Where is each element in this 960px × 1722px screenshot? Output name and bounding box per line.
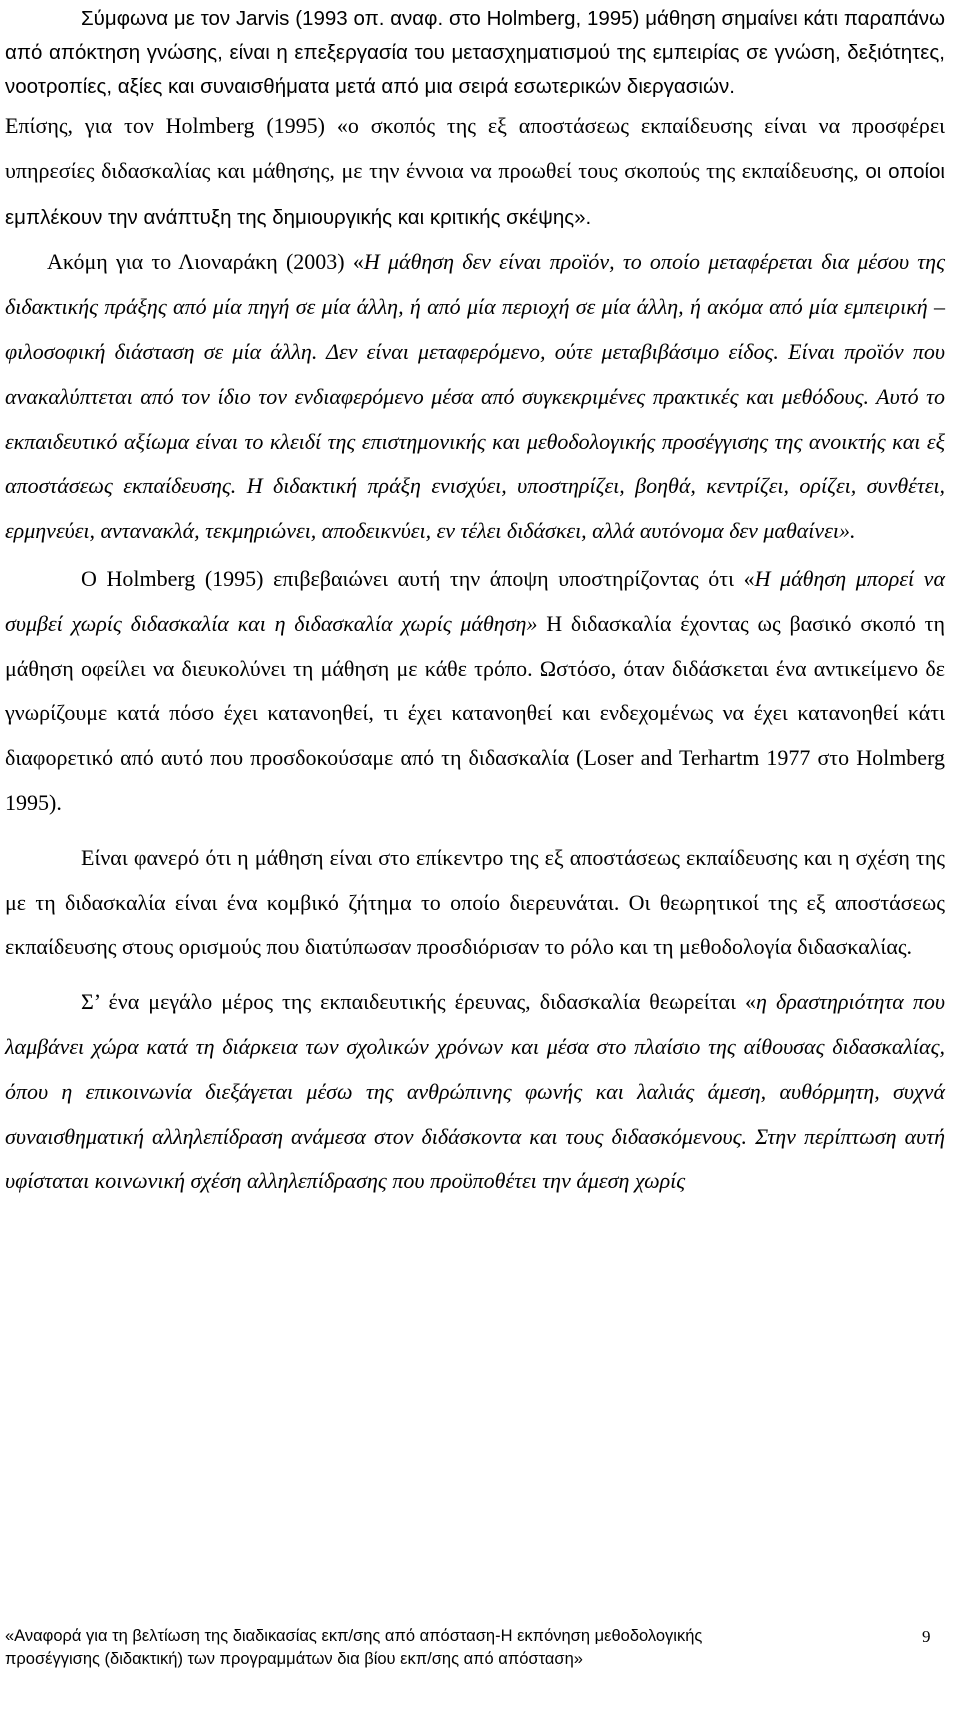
paragraph-jarvis-definition [5, 0, 945, 104]
paragraph-learning-center [5, 836, 945, 970]
paragraph-tail: Η διδασκαλία έχοντας ως βασικό σκοπό τη μάθηση οφείλει να διευκολύνει τη μάθηση με κάθε τρόπο. Ωστόσο, όταν διδάσκεται ένα αντικείμενο δε γνωρίζουμε κατά πόσο έχει κατανοηθεί, τι έχει κατανοηθεί και ενδεχομένως να έχει κατανοηθεί κάτι διαφορετικό από αυτό που προσδοκούσαμε από τη διδασκαλία (Loser and Terhartm 1977 στο Holmberg 1995). [5, 610, 945, 815]
paragraph-lead: Ο Holmberg (1995) επιβεβαιώνει αυτή την άποψη υποστηρίζοντας ότι « [81, 565, 755, 591]
document-body [5, 0, 945, 1204]
footer-line-1: «Αναφορά για τη βελτίωση της διαδικασίας εκπ/σης από απόσταση-Η εκπόνηση μεθοδολογικής [5, 1627, 703, 1645]
italic-quote-continued: Στην περίπτωση αυτή υφίσταται κοινωνική σχέση αλληλεπίδρασης που προϋποθέτει την άμεση χωρίς [5, 1123, 945, 1194]
paragraph-text-serif: Επίσης, για τον Holmberg (1995) «ο σκοπός της εξ αποστάσεως εκπαίδευσης είναι να προσφέρει υπηρεσίες διδασκαλίας και μάθησης, με την έννοια να προωθεί τους σκοπούς της εκπαίδευσης, [5, 113, 945, 183]
paragraph-lionarakis-quote [5, 240, 945, 554]
page-number: 9 [922, 1627, 931, 1646]
paragraph-mid [747, 1124, 755, 1149]
paragraph-holmberg-confirmation [5, 557, 945, 826]
paragraph-lead: Σ’ ένα μεγάλο μέρος της εκπαιδευτικής έρευνας, διδασκαλία θεωρείται « [81, 989, 757, 1015]
paragraph-text: Είναι φανερό ότι η μάθηση είναι στο επίκεντρο της εξ αποστάσεως εκπαίδευσης και η σχέση της με τη διδασκαλία είναι ένα κομβικό ζήτημα το οποίο διερευνάται. Οι θεωρητικοί της εξ αποστάσεως εκπαίδευσης στους ορισμούς που διατύπωσαν προσδιόρισαν το ρόλο και τη μεθοδολογία διδασκαλίας. [5, 844, 945, 960]
paragraph-lead: Ακόμη για το Λιοναράκη (2003) « [47, 249, 364, 275]
footer-title [5, 1625, 885, 1671]
italic-quote: η δραστηριότητα που λαμβάνει χώρα κατά τη διάρκεια των σχολικών χρόνων και μέσα στο πλαίσιο της αίθουσας διδασκαλίας, όπου η επικοινωνία διεξάγεται μέσω της ανθρώπινης φωνής και λαλιάς άμεση, αυθόρμητη, συχνά συναισθηματική αλληλεπίδραση ανάμεσα στον διδάσκοντα και τους διδασκόμενους. [5, 989, 946, 1149]
italic-quote: Η μάθηση μπορεί να συμβεί χωρίς διδασκαλία και η διδασκαλία χωρίς μάθηση» [5, 565, 945, 636]
footer-line-2: προσέγγισης (διδακτική) των προγραμμάτων δια βίου εκπ/σης από απόσταση» [5, 1650, 583, 1668]
paragraph-holmberg-purpose [5, 104, 945, 240]
paragraph-teaching-research [5, 980, 945, 1204]
italic-quote: Η μάθηση δεν είναι προϊόν, το οποίο μεταφέρεται δια μέσου της διδακτικής πράξης από μία πηγή σε μία άλλη, ή από μία περιοχή σε μία άλλη, ή ακόμα από μία εμπειρική – φιλοσοφική διάσταση σε μία άλλη. Δεν είναι μεταφερόμενο, ούτε μεταβιβάσιμο είδος. Είναι προϊόν που ανακαλύπτεται από τον ίδιο τον ενδιαφερόμενο μέσα από συγκεκριμένες πρακτικές και μεθόδους. Αυτό το εκπαιδευτικό αξίωμα είναι το κλειδί της επιστημονικής και μεθοδολογικής προσέγγισης της ανοικτής και εξ αποστάσεως εκπαίδευσης. Η διδακτική πράξη ενισχύει, υποστηρίζει, βοηθά, κεντρίζει, ορίζει, συνθέτει, ερμηνεύει, αντανακλά, τεκμηριώνει, αποδεικνύει, εν τέλει διδάσκει, αλλά αυτόνομα δεν μαθαίνει». [5, 249, 945, 544]
paragraph-text-sans: οι οποίοι εμπλέκουν την ανάπτυξη της δημιουργικής και κριτικής σκέψης». [5, 159, 945, 229]
paragraph-text: Σύμφωνα με τον Jarvis (1993 οπ. αναφ. στο Holmberg, 1995) μάθηση σημαίνει κάτι παραπάνω από απόκτηση γνώσης, είναι η επεξεργασία του μετασχηματισμού της εμπειρίας σε γνώση, δεξιότητες, νοοτροπίες, αξίες και συναισθήματα μετά από μια σειρά εσωτερικών διεργασιών. [5, 7, 945, 98]
